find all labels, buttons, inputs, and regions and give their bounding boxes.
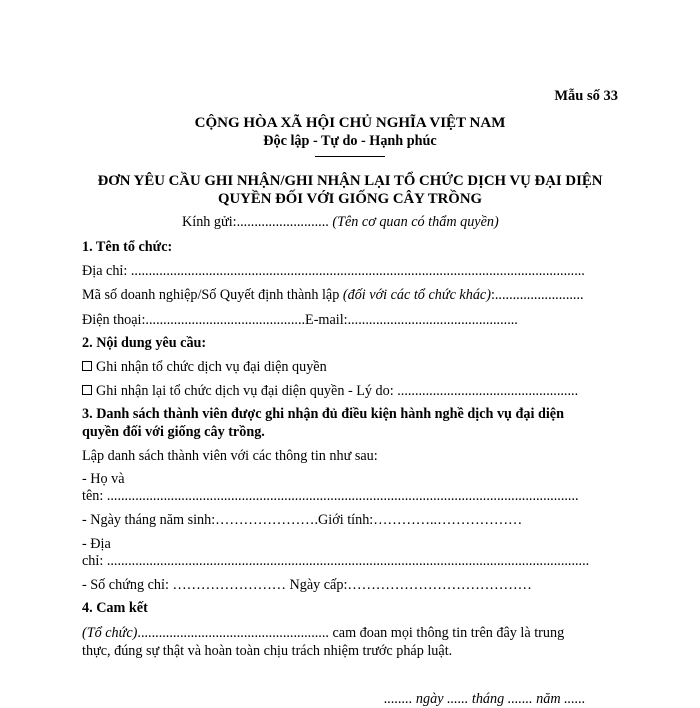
phone-email-line: Điện thoại:.............................................E-mail:................................................: [82, 312, 518, 328]
recipient-line: [182, 213, 499, 231]
org-address-line: Địa chỉ: ................................................................................................................................: [82, 263, 585, 279]
document-title-line1: ĐƠN YÊU CẦU GHI NHẬN/GHI NHẬN LẠI TỔ CHỨC DỊCH VỤ ĐẠI DIỆN: [97, 173, 603, 189]
date-year-label: năm: [536, 691, 561, 707]
registration-line: [82, 286, 584, 304]
date-line: [384, 690, 585, 708]
document-title-line2: QUYỀN ĐỐI VỚI GIỐNG CÂY TRỒNG: [217, 191, 483, 207]
registration-label: Mã số doanh nghiệp/Số Quyết định thành lập: [82, 287, 343, 303]
member-name-line2: tên: .....................................................................................................................................: [82, 488, 579, 504]
member-name-line1: - Họ và: [82, 471, 125, 487]
section2-heading: 2. Nội dung yêu cầu:: [82, 335, 207, 351]
date-dots-4: ......: [564, 691, 586, 707]
registration-dots: :.........................: [490, 287, 584, 303]
commitment-line2: thực, đúng sự thật và hoàn toàn chịu trách nhiệm trước pháp luật.: [82, 643, 453, 659]
member-address-line1: - Địa: [82, 536, 111, 552]
request-option-record[interactable]: [82, 358, 327, 376]
checkbox-record[interactable]: [82, 361, 92, 371]
section3-heading-line2: quyền đối với giống cây trồng.: [82, 424, 265, 440]
request-option-record-label: Ghi nhận tổ chức dịch vụ đại diện quyền: [96, 359, 327, 375]
section3-heading-line1: 3. Danh sách thành viên được ghi nhận đủ điều kiện hành nghề dịch vụ đại diện: [82, 406, 564, 422]
country-name: CỘNG HÒA XÃ HỘI CHỦ NGHĨA VIỆT NAM: [194, 115, 506, 131]
checkbox-rerecord[interactable]: [82, 385, 92, 395]
date-day-label: ngày: [415, 691, 444, 707]
member-address-line2: chỉ: ........................................................................................................................................: [82, 553, 590, 569]
registration-note: (đối với các tổ chức khác): [342, 287, 491, 303]
commitment-org-label: (Tổ chức): [82, 625, 138, 641]
date-month-label: tháng: [471, 691, 505, 707]
recipient-label: Kính gửi:..........................: [182, 214, 329, 230]
header-divider: [315, 156, 385, 157]
member-list-intro: Lập danh sách thành viên với các thông tin như sau:: [82, 448, 378, 464]
recipient-note: (Tên cơ quan có thẩm quyền): [328, 214, 499, 230]
member-dob-gender-line: - Ngày tháng năm sinh:………………….Giới tính:…………..………………: [82, 512, 523, 528]
member-certificate-line: - Số chứng chỉ: …………………… Ngày cấp:…………………………………: [82, 577, 532, 593]
date-dots-3: .......: [507, 691, 533, 707]
date-dots-2: ......: [447, 691, 469, 707]
request-option-rerecord[interactable]: [82, 382, 578, 400]
section4-heading: 4. Cam kết: [82, 600, 148, 616]
section1-heading: 1. Tên tổ chức:: [82, 239, 173, 255]
commitment-text: ...................................................... cam đoan mọi thông tin trên đây là trung: [137, 625, 565, 641]
form-number: Mẫu số 33: [554, 88, 618, 104]
motto: Độc lập - Tự do - Hạnh phúc: [263, 133, 437, 149]
request-option-rerecord-label: Ghi nhận lại tổ chức dịch vụ đại diện quyền - Lý do: ...................................................: [96, 383, 579, 399]
commitment-line1: [82, 624, 564, 642]
date-dots-1: ........: [384, 691, 413, 707]
